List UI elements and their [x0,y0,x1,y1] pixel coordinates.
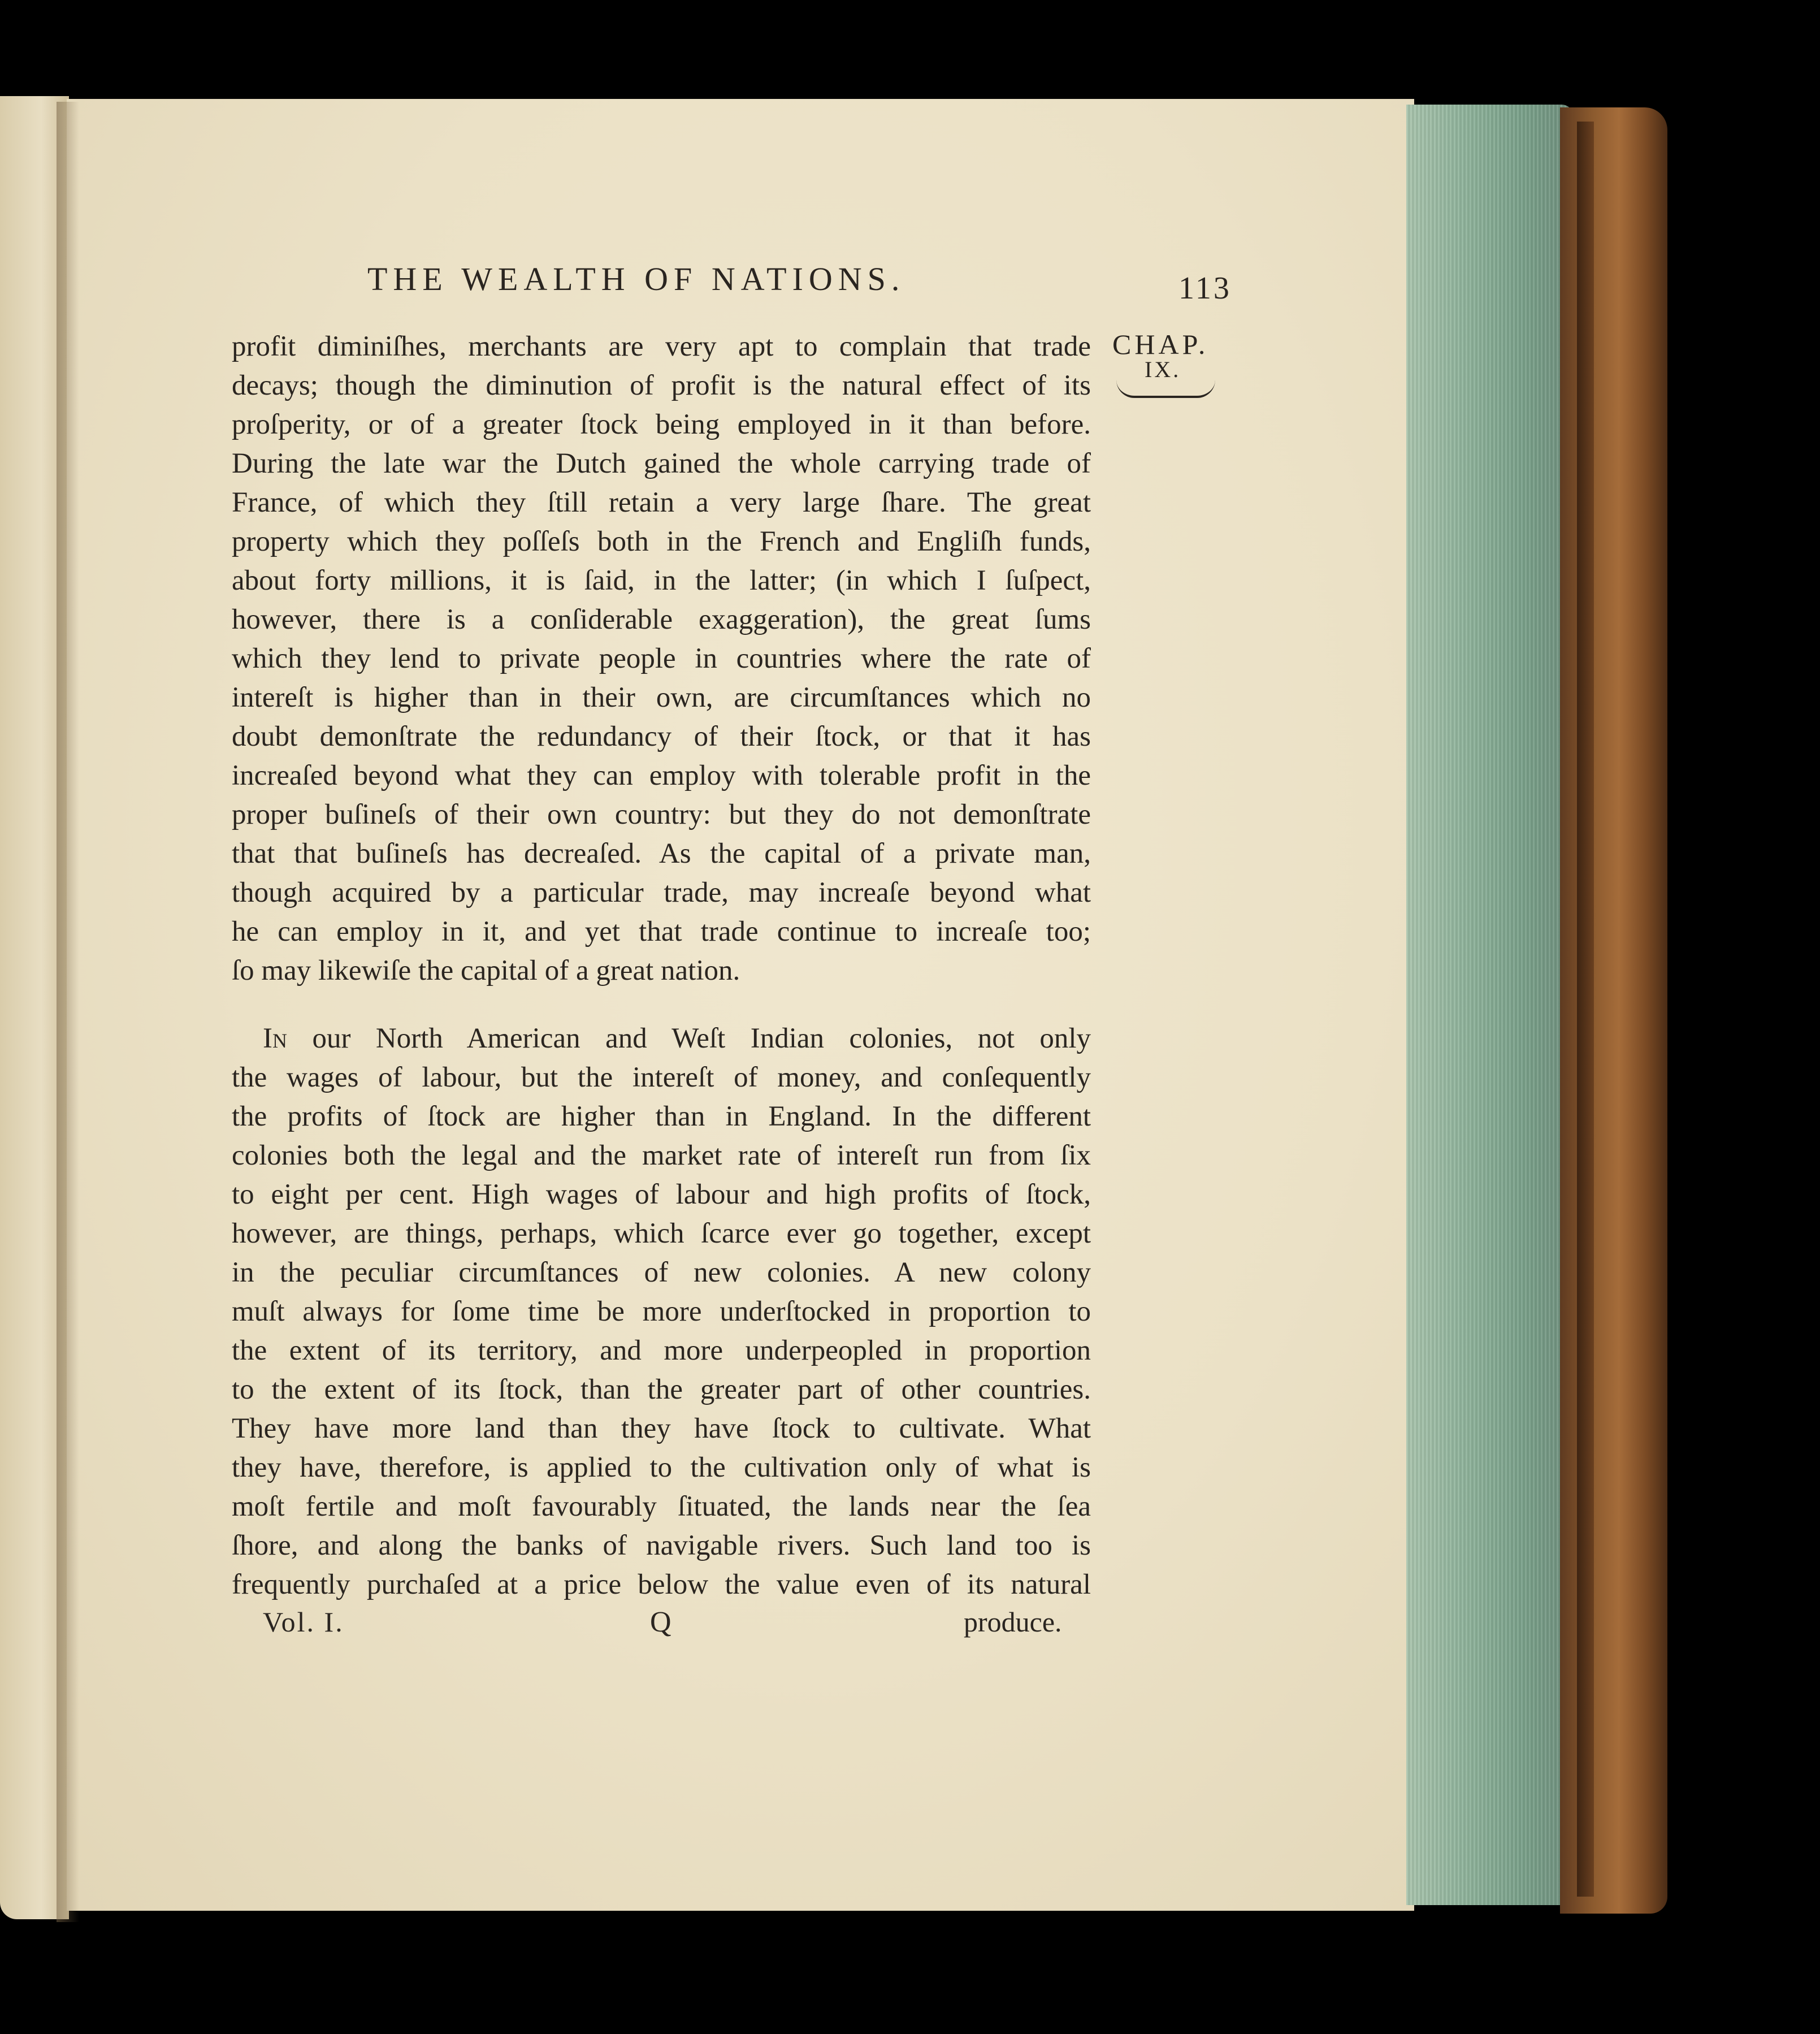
text-line: colonies both the legal and the market rate of intereſt run from ſix [232,1140,1091,1171]
text-line: to the extent of its ſtock, than the greater part of other countries. [232,1374,1091,1405]
text-line: increaſed beyond what they can employ with tolerable profit in the [232,760,1091,791]
text-line: to eight per cent. High wages of labour and high profits of ſtock, [232,1179,1091,1210]
text-line: During the late war the Dutch gained the whole carrying trade of [232,448,1091,479]
text-line: the wages of labour, but the intereſt of money, and conſequently [232,1062,1091,1093]
text-line: the profits of ſtock are higher than in England. In the different [232,1101,1091,1132]
text-line: proſperity, or of a greater ſtock being employed in it than before. [232,409,1091,440]
text-line: ſo may likewiſe the capital of a great nation. [232,955,740,986]
text-line: they have, therefore, is applied to the cultivation only of what is [232,1452,1091,1483]
text-line: property which they poſſeſs both in the French and Engliſh funds, [232,526,1091,557]
text-line: though acquired by a particular trade, may increaſe beyond what [232,877,1091,908]
text-line: ſhore, and along the banks of navigable rivers. Such land too is [232,1530,1091,1561]
text-line: decays; though the diminution of profit is the natural effect of its [232,370,1091,401]
drop-word: In [263,1023,287,1054]
chapter-label: CHAP. [1112,328,1209,360]
catchword: produce. [964,1606,1062,1638]
signature-mark: Q [650,1606,671,1638]
chapter-number: IX. [1145,357,1181,382]
text-line: profit diminiſhes, merchants are very apt to complain that trade [232,331,1091,362]
text-line: in the peculiar circumſtances of new colonies. A new colony [232,1257,1091,1288]
paragraph-opening-line [263,1019,1091,1058]
text-line: They have more land than they have ſtock to cultivate. What [232,1413,1091,1444]
text-line: doubt demonſtrate the redundancy of their ſtock, or that it has [232,721,1091,752]
text-line: intereſt is higher than in their own, are circumſtances which no [232,682,1091,713]
text-line: muſt always for ſome time be more underſtocked in proportion to [232,1296,1091,1327]
text-line: he can employ in it, and yet that trade continue to increaſe too; [232,916,1091,947]
text-span: our North American and Weſt Indian colonies, not only [312,1023,1091,1054]
text-line: about forty millions, it is ſaid, in the latter; (in which I ſuſpect, [232,565,1091,596]
text-line: the extent of its territory, and more underpeopled in proportion [232,1335,1091,1366]
text-line: moſt fertile and moſt favourably ſituated, the lands near the ſea [232,1491,1091,1522]
text-line: however, are things, perhaps, which ſcarce ever go together, except [232,1218,1091,1249]
text-line: however, there is a conſiderable exaggeration), the great ſums [232,604,1091,635]
volume-label: Vol. I. [263,1606,344,1638]
page-number: 113 [1178,271,1232,306]
text-line: France, of which they ſtill retain a very large ſhare. The great [232,487,1091,518]
chapter-brace [1116,380,1215,398]
text-line: proper buſineſs of their own country: but they do not demonſtrate [232,799,1091,830]
text-line: frequently purchaſed at a price below the value even of its natural [232,1569,1091,1600]
text-line: that that buſineſs has decreaſed. As the capital of a private man, [232,838,1091,869]
text-line: which they lend to private people in countries where the rate of [232,643,1091,674]
running-title: THE WEALTH OF NATIONS. [367,261,905,297]
